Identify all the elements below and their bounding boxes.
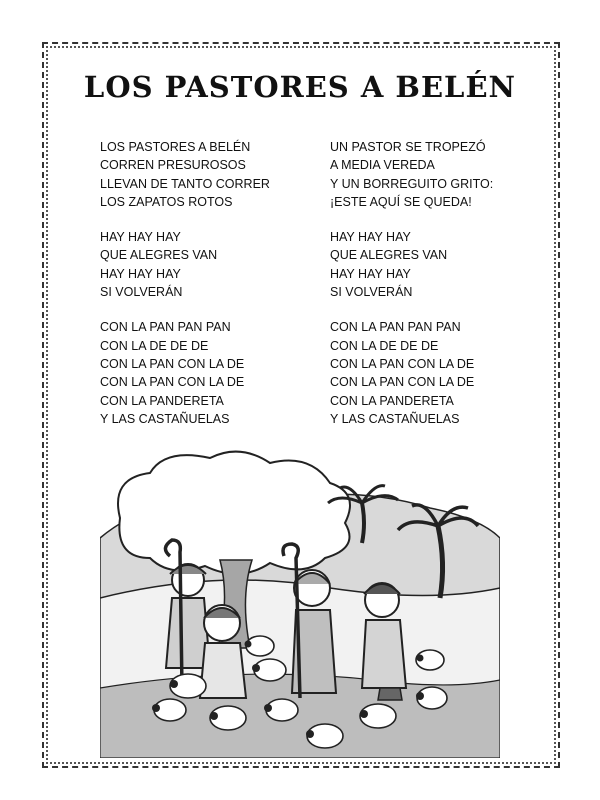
lyric-line: HAY HAY HAY bbox=[330, 230, 411, 245]
lyric-line: HAY HAY HAY bbox=[100, 230, 181, 245]
lyrics-right-column bbox=[330, 138, 550, 445]
lyric-line: SI VOLVERÁN bbox=[100, 285, 183, 300]
lyric-line: CON LA PAN PAN PAN bbox=[100, 320, 231, 335]
stanza-right-3 bbox=[330, 318, 550, 428]
lyric-line: CON LA PANDERETA bbox=[100, 393, 224, 408]
lyric-line: CON LA DE DE DE bbox=[100, 338, 209, 353]
lyric-line: QUE ALEGRES VAN bbox=[100, 248, 218, 263]
lyrics-left-column bbox=[100, 138, 320, 445]
lyric-line: UN PASTOR SE TROPEZÓ bbox=[330, 140, 486, 154]
lyric-line: HAY HAY HAY bbox=[330, 266, 411, 281]
lyric-line: CON LA PAN CON LA DE bbox=[330, 356, 475, 371]
stanza-right-1 bbox=[330, 138, 550, 211]
lyric-line: SI VOLVERÁN bbox=[330, 285, 413, 300]
lyric-line: LLEVAN DE TANTO CORRER bbox=[100, 176, 270, 191]
lyric-line: CON LA PANDERETA bbox=[330, 393, 454, 408]
lyric-line: ¡ESTE AQUÍ SE QUEDA! bbox=[330, 194, 472, 209]
lyric-line: HAY HAY HAY bbox=[100, 266, 181, 281]
lyric-line: A MEDIA VEREDA bbox=[330, 158, 435, 173]
shepherds-with-sheep-illustration bbox=[100, 448, 500, 758]
lyric-line: CON LA PAN CON LA DE bbox=[100, 356, 245, 371]
lyric-line: CON LA DE DE DE bbox=[330, 338, 439, 353]
lyric-line: CON LA PAN PAN PAN bbox=[330, 320, 461, 335]
lyric-line: QUE ALEGRES VAN bbox=[330, 248, 448, 263]
lyric-line: LOS ZAPATOS ROTOS bbox=[100, 194, 233, 209]
lyric-line: LOS PASTORES A BELÉN bbox=[100, 140, 251, 154]
stanza-right-2 bbox=[330, 228, 550, 301]
lyric-line: CON LA PAN CON LA DE bbox=[100, 375, 245, 390]
lyric-line: Y LAS CASTAÑUELAS bbox=[330, 411, 460, 426]
stanza-left-3 bbox=[100, 318, 320, 428]
page-title: LOS PASTORES A BELÉN bbox=[83, 70, 517, 104]
lyric-line: Y LAS CASTAÑUELAS bbox=[100, 411, 230, 426]
lyric-line: CORREN PRESUROSOS bbox=[100, 158, 246, 173]
stanza-left-1 bbox=[100, 138, 320, 211]
stanza-left-2 bbox=[100, 228, 320, 301]
lyric-line: Y UN BORREGUITO GRITO: bbox=[330, 176, 494, 191]
lyric-line: CON LA PAN CON LA DE bbox=[330, 375, 475, 390]
